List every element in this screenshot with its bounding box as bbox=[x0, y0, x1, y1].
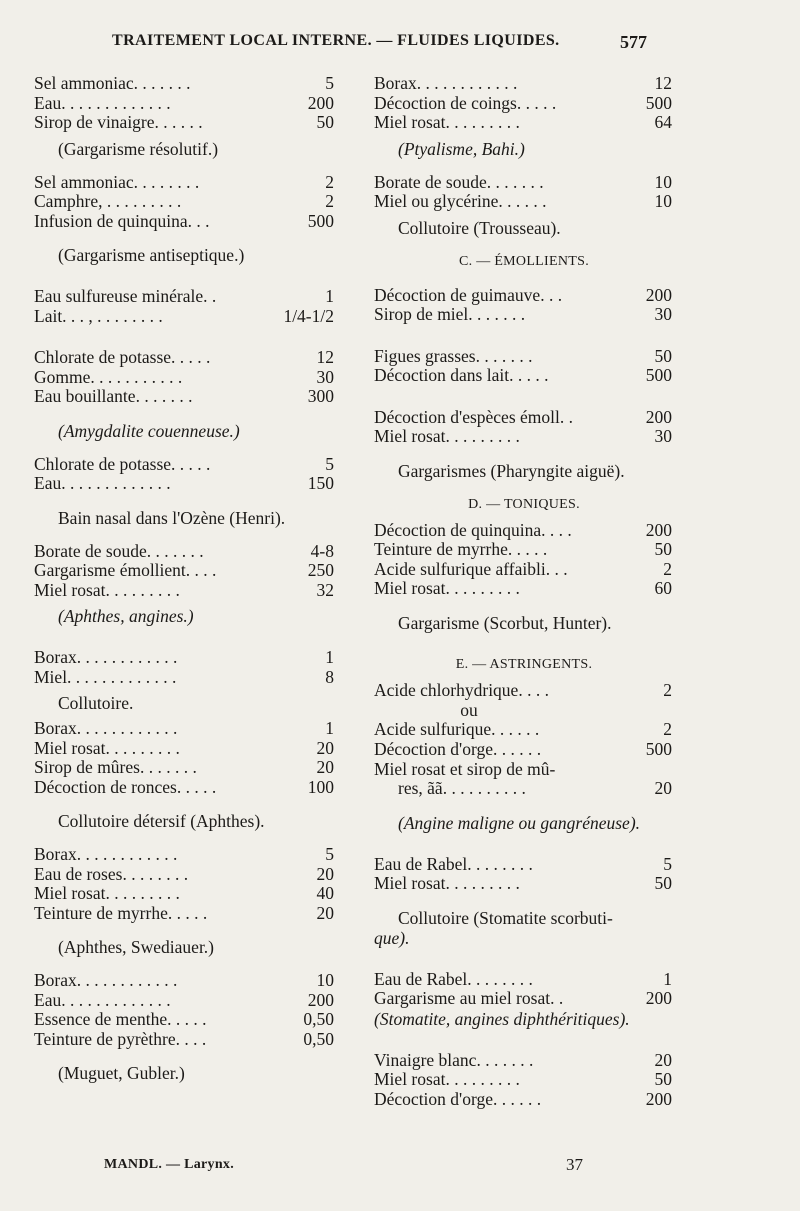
ingredient-quantity: 200 bbox=[645, 1088, 672, 1109]
page-footer bbox=[0, 1155, 800, 1179]
ingredient-row bbox=[34, 307, 334, 327]
ingredient-quantity: 300 bbox=[307, 386, 334, 406]
ingredient-name: Décoction d'orge. . . . . . bbox=[374, 1088, 542, 1109]
caption: (Angine maligne ou gangréneuse). bbox=[398, 812, 641, 833]
ingredient-row bbox=[34, 865, 334, 885]
recipe-block bbox=[374, 720, 674, 759]
ingredient-name: Eau bouillante. . . . . . . bbox=[34, 386, 193, 406]
ingredient-row bbox=[374, 874, 674, 894]
running-title: TRAITEMENT LOCAL INTERNE. — FLUIDES LIQUIDES. bbox=[112, 32, 560, 49]
page-header bbox=[0, 32, 800, 58]
ingredient-row bbox=[34, 991, 334, 1011]
ingredient-name: Sirop de miel. . . . . . . bbox=[374, 304, 526, 324]
recipe-block bbox=[374, 681, 674, 701]
ingredient-quantity: 60 bbox=[654, 578, 672, 598]
ingredient-name: Miel. . . . . . . . . . . . . bbox=[34, 666, 177, 687]
caption: Bain nasal dans l'Ozène (Henri). bbox=[58, 507, 286, 528]
ingredient-row bbox=[34, 648, 334, 668]
ingredient-name: Sirop de mûres. . . . . . . bbox=[34, 757, 197, 777]
ingredient-name: Décoction d'orge. . . . . . bbox=[374, 738, 542, 759]
ingredient-quantity: 5 bbox=[663, 853, 672, 874]
ingredient-name: Camphre, . . . . . . . . . bbox=[34, 191, 182, 211]
ingredient-quantity: 1 bbox=[325, 286, 334, 306]
ingredient-name: Vinaigre blanc. . . . . . . bbox=[374, 1049, 534, 1070]
ingredient-row bbox=[34, 74, 334, 94]
ingredient-row bbox=[34, 1030, 334, 1050]
ingredient-name: Miel rosat. . . . . . . . . bbox=[374, 426, 520, 446]
ingredient-name: Borax. . . . . . . . . . . . bbox=[374, 73, 518, 93]
ingredient-quantity: 1/4-1/2 bbox=[283, 305, 334, 326]
ingredient-name: Miel rosat. . . . . . . . . bbox=[34, 737, 180, 758]
ingredient-row bbox=[374, 286, 674, 306]
ingredient-row bbox=[34, 287, 334, 307]
ingredient-quantity: 2 bbox=[325, 171, 334, 192]
ingredient-quantity: 500 bbox=[645, 738, 672, 759]
ingredient-name: Décoction de coings. . . . . bbox=[374, 92, 557, 113]
ingredient-quantity: 200 bbox=[307, 989, 334, 1010]
ingredient-row bbox=[374, 779, 674, 799]
ingredient-quantity: 20 bbox=[316, 737, 334, 758]
ingredient-row bbox=[374, 970, 674, 990]
ingredient-quantity: 0,50 bbox=[303, 1009, 334, 1029]
ingredient-row bbox=[34, 387, 334, 407]
ingredient-row bbox=[374, 74, 674, 94]
ingredient-quantity: 500 bbox=[645, 92, 672, 113]
ingredient-name: Acide sulfurique. . . . . . bbox=[374, 719, 540, 739]
ingredient-name: Borax. . . . . . . . . . . . bbox=[34, 970, 178, 990]
caption: Gargarismes (Pharyngite aiguë). bbox=[398, 460, 625, 481]
recipe-block bbox=[374, 1051, 674, 1110]
ingredient-quantity: 2 bbox=[325, 191, 334, 211]
ingredient-row bbox=[374, 989, 674, 1009]
recipe-block bbox=[374, 970, 674, 1009]
ingredient-name: Figues grasses. . . . . . . bbox=[374, 345, 533, 366]
ingredient-name: Teinture de pyrèthre. . . . bbox=[34, 1028, 207, 1049]
ingredient-row bbox=[34, 173, 334, 193]
ingredient-name: Teinture de myrrhe. . . . . bbox=[34, 902, 208, 923]
ingredient-row bbox=[34, 348, 334, 368]
ingredient-quantity: 150 bbox=[307, 473, 334, 493]
ingredient-row bbox=[374, 1051, 674, 1071]
recipe-block bbox=[34, 287, 334, 326]
section-heading: C. — ÉMOLLIENTS. bbox=[458, 253, 589, 269]
ingredient-row bbox=[374, 1090, 674, 1110]
ingredient-row bbox=[374, 113, 674, 133]
ingredient-quantity: 2 bbox=[663, 719, 672, 739]
ingredient-quantity: 20 bbox=[654, 778, 672, 798]
recipe-block bbox=[34, 74, 334, 133]
ingredient-quantity: 30 bbox=[654, 426, 672, 446]
ingredient-name: Miel rosat. . . . . . . . . bbox=[374, 873, 520, 893]
ingredient-row bbox=[34, 474, 334, 494]
section-heading: E. — ASTRINGENTS. bbox=[455, 656, 593, 672]
recipe-block bbox=[34, 455, 334, 494]
recipe-block bbox=[374, 408, 674, 447]
ingredient-name: Borax. . . . . . . . . . . . bbox=[34, 718, 178, 738]
ingredient-quantity: 200 bbox=[307, 92, 334, 113]
ingredient-name: Décoction dans lait. . . . . bbox=[374, 365, 549, 385]
ingredient-quantity: 500 bbox=[645, 365, 672, 385]
ingredient-row bbox=[34, 758, 334, 778]
ingredient-name: Lait. . . , . . . . . . . . bbox=[34, 305, 163, 326]
ingredient-row bbox=[34, 1010, 334, 1030]
left-column bbox=[34, 74, 334, 1083]
ingredient-quantity: 200 bbox=[645, 406, 672, 427]
recipe-block bbox=[34, 542, 334, 601]
ingredient-name: Borax. . . . . . . . . . . . bbox=[34, 844, 178, 864]
caption: Gargarisme (Scorbut, Hunter). bbox=[398, 612, 612, 633]
ingredient-quantity: 100 bbox=[307, 776, 334, 797]
ingredient-row bbox=[34, 113, 334, 133]
ingredient-quantity: 5 bbox=[325, 844, 334, 864]
signature-number: 37 bbox=[566, 1155, 583, 1174]
ingredient-name: Miel ou glycérine. . . . . . bbox=[374, 191, 547, 211]
ingredient-quantity: 2 bbox=[663, 558, 672, 579]
ingredient-row bbox=[34, 845, 334, 865]
recipe-block bbox=[34, 845, 334, 923]
ingredient-quantity: 30 bbox=[316, 366, 334, 387]
ingredient-name: Miel rosat et sirop de mû- bbox=[374, 759, 556, 779]
ingredient-quantity: 250 bbox=[307, 560, 334, 580]
ingredient-quantity: 10 bbox=[654, 171, 672, 192]
ingredient-name: Teinture de myrrhe. . . . . bbox=[374, 539, 548, 559]
caption: Collutoire. bbox=[58, 693, 134, 713]
ingredient-row bbox=[34, 192, 334, 212]
section-heading: D. — TONIQUES. bbox=[468, 496, 580, 512]
ingredient-name: Miel rosat. . . . . . . . . bbox=[374, 1069, 520, 1089]
ingredient-name: Chlorate de potasse. . . . . bbox=[34, 453, 211, 474]
ingredient-quantity: 5 bbox=[325, 453, 334, 474]
ingredient-row bbox=[34, 561, 334, 581]
ingredient-quantity: 20 bbox=[316, 902, 334, 923]
ingredient-name: Miel rosat. . . . . . . . . bbox=[374, 112, 520, 132]
ingredient-quantity: 12 bbox=[654, 73, 672, 93]
ingredient-name: Borate de soude. . . . . . . bbox=[374, 171, 544, 192]
ingredient-quantity: 1 bbox=[325, 718, 334, 738]
ingredient-quantity: 200 bbox=[645, 988, 672, 1008]
recipe-block bbox=[34, 348, 334, 407]
ingredient-name: Infusion de quinquina. . . bbox=[34, 210, 210, 231]
ingredient-row bbox=[34, 719, 334, 739]
ingredient-row bbox=[374, 366, 674, 386]
ingredient-name: Eau. . . . . . . . . . . . . bbox=[34, 92, 171, 113]
recipe-block bbox=[34, 971, 334, 1049]
ingredient-name: Essence de menthe. . . . . bbox=[34, 1009, 207, 1029]
ingredient-name: Miel rosat. . . . . . . . . bbox=[374, 578, 520, 598]
caption: (Gargarisme résolutif.) bbox=[58, 138, 219, 159]
conjunction: ou bbox=[460, 700, 478, 720]
recipe-block bbox=[374, 173, 674, 212]
ingredient-row bbox=[34, 542, 334, 562]
ingredient-row bbox=[34, 739, 334, 759]
ingredient-row bbox=[34, 581, 334, 601]
ingredient-quantity: 50 bbox=[654, 539, 672, 559]
ingredient-name: Gargarisme émollient. . . . bbox=[34, 560, 217, 580]
ingredient-quantity: 40 bbox=[316, 883, 334, 903]
ingredient-name: Eau sulfureuse minérale. . bbox=[34, 286, 217, 306]
caption: (Aphthes, Swediauer.) bbox=[58, 937, 215, 957]
ingredient-quantity: 20 bbox=[316, 757, 334, 777]
ingredient-row bbox=[34, 884, 334, 904]
ingredient-name: Décoction de guimauve. . . bbox=[374, 284, 563, 305]
caption: que). bbox=[374, 927, 410, 948]
ingredient-quantity: 30 bbox=[654, 304, 672, 324]
ingredient-name: Gomme. . . . . . . . . . . bbox=[34, 366, 183, 387]
ingredient-quantity: 12 bbox=[316, 347, 334, 367]
recipe-block bbox=[374, 74, 674, 133]
ingredient-name: Sirop de vinaigre. . . . . . bbox=[34, 112, 203, 132]
ingredient-name: Sel ammoniac. . . . . . . . bbox=[34, 171, 200, 192]
ingredient-row bbox=[374, 740, 674, 760]
ingredient-row bbox=[34, 368, 334, 388]
recipe-block bbox=[34, 719, 334, 797]
ingredient-row bbox=[374, 347, 674, 367]
ingredient-name: Eau de Rabel. . . . . . . . bbox=[374, 968, 533, 989]
ingredient-quantity: 50 bbox=[654, 345, 672, 366]
caption: (Gargarisme antiseptique.) bbox=[58, 245, 245, 265]
ingredient-name: Miel rosat. . . . . . . . . bbox=[34, 579, 180, 600]
caption: (Aphthes, angines.) bbox=[58, 606, 194, 626]
ingredient-name: Sel ammoniac. . . . . . . bbox=[34, 73, 191, 93]
recipe-block bbox=[34, 648, 334, 687]
ingredient-quantity: 20 bbox=[654, 1049, 672, 1070]
right-column bbox=[374, 74, 674, 1109]
recipe-block bbox=[34, 173, 334, 232]
recipe-block bbox=[374, 286, 674, 325]
ingredient-quantity: 10 bbox=[654, 191, 672, 211]
ingredient-name: Décoction d'espèces émoll. . bbox=[374, 406, 573, 427]
caption: (Amygdalite couenneuse.) bbox=[58, 420, 240, 441]
recipe-block bbox=[374, 521, 674, 599]
ingredient-quantity: 10 bbox=[316, 970, 334, 990]
ingredient-quantity: 50 bbox=[654, 873, 672, 893]
ingredient-name: Borate de soude. . . . . . . bbox=[34, 540, 204, 561]
ingredient-name: Eau de roses. . . . . . . . bbox=[34, 863, 189, 884]
ingredient-row bbox=[374, 540, 674, 560]
ingredient-quantity: 20 bbox=[316, 863, 334, 884]
ingredient-quantity: 32 bbox=[316, 579, 334, 600]
ingredient-name: Décoction de quinquina. . . . bbox=[374, 519, 572, 540]
ingredient-quantity: 64 bbox=[654, 112, 672, 132]
ingredient-row bbox=[374, 560, 674, 580]
caption: (Muguet, Gubler.) bbox=[58, 1063, 185, 1083]
ingredient-name: Gargarisme au miel rosat. . bbox=[374, 988, 564, 1008]
caption: Collutoire (Stomatite scorbuti- bbox=[398, 907, 613, 928]
caption: Collutoire détersif (Aphthes). bbox=[58, 811, 265, 831]
caption: Collutoire (Trousseau). bbox=[398, 217, 561, 238]
recipe-block bbox=[374, 855, 674, 894]
ingredient-row bbox=[374, 1070, 674, 1090]
ingredient-quantity: 1 bbox=[663, 968, 672, 989]
ingredient-row bbox=[374, 427, 674, 447]
ingredient-quantity: 1 bbox=[325, 647, 334, 667]
ingredient-row bbox=[34, 971, 334, 991]
ingredient-row bbox=[374, 521, 674, 541]
ingredient-name: Borax. . . . . . . . . . . . bbox=[34, 647, 178, 667]
ingredient-name: Décoction de ronces. . . . . bbox=[34, 776, 217, 797]
ingredient-row bbox=[374, 579, 674, 599]
ingredient-row bbox=[34, 904, 334, 924]
ingredient-name: Acide chlorhydrique. . . . bbox=[374, 679, 549, 700]
ingredient-row bbox=[34, 455, 334, 475]
caption: (Stomatite, angines diphthéritiques). bbox=[374, 1008, 630, 1029]
ingredient-row bbox=[374, 305, 674, 325]
recipe-block bbox=[374, 347, 674, 386]
signature-mark: MANDL. — Larynx. bbox=[104, 1157, 235, 1172]
caption: (Ptyalisme, Bahi.) bbox=[398, 138, 525, 159]
ingredient-name: Miel rosat. . . . . . . . . bbox=[34, 883, 180, 903]
ingredient-quantity: 500 bbox=[307, 210, 334, 231]
ingredient-row bbox=[374, 681, 674, 701]
ingredient-quantity: 8 bbox=[325, 666, 334, 687]
ingredient-row bbox=[34, 94, 334, 114]
ingredient-row bbox=[374, 173, 674, 193]
ingredient-name: Chlorate de potasse. . . . . bbox=[34, 347, 211, 367]
ingredient-row bbox=[374, 408, 674, 428]
ingredient-name: res, ãã. . . . . . . . . . bbox=[398, 778, 526, 798]
ingredient-name: Eau de Rabel. . . . . . . . bbox=[374, 853, 533, 874]
ingredient-row bbox=[34, 212, 334, 232]
ingredient-quantity: 50 bbox=[654, 1069, 672, 1089]
ingredient-row bbox=[374, 855, 674, 875]
ingredient-quantity: 50 bbox=[316, 112, 334, 132]
ingredient-quantity: 2 bbox=[663, 679, 672, 700]
ingredient-name: Eau. . . . . . . . . . . . . bbox=[34, 473, 171, 493]
ingredient-row bbox=[34, 668, 334, 688]
ingredient-quantity: 200 bbox=[645, 284, 672, 305]
ingredient-quantity: 0,50 bbox=[303, 1028, 334, 1049]
ingredient-row bbox=[374, 192, 674, 212]
ingredient-quantity: 200 bbox=[645, 519, 672, 540]
ingredient-row bbox=[374, 720, 674, 740]
ingredient-row bbox=[374, 94, 674, 114]
page-number: 577 bbox=[620, 32, 647, 52]
ingredient-quantity: 4-8 bbox=[310, 540, 334, 561]
ingredient-quantity: 5 bbox=[325, 73, 334, 93]
ingredient-name: Acide sulfurique affaibli. . . bbox=[374, 558, 568, 579]
ingredient-row bbox=[34, 778, 334, 798]
ingredient-name: Eau. . . . . . . . . . . . . bbox=[34, 989, 171, 1010]
